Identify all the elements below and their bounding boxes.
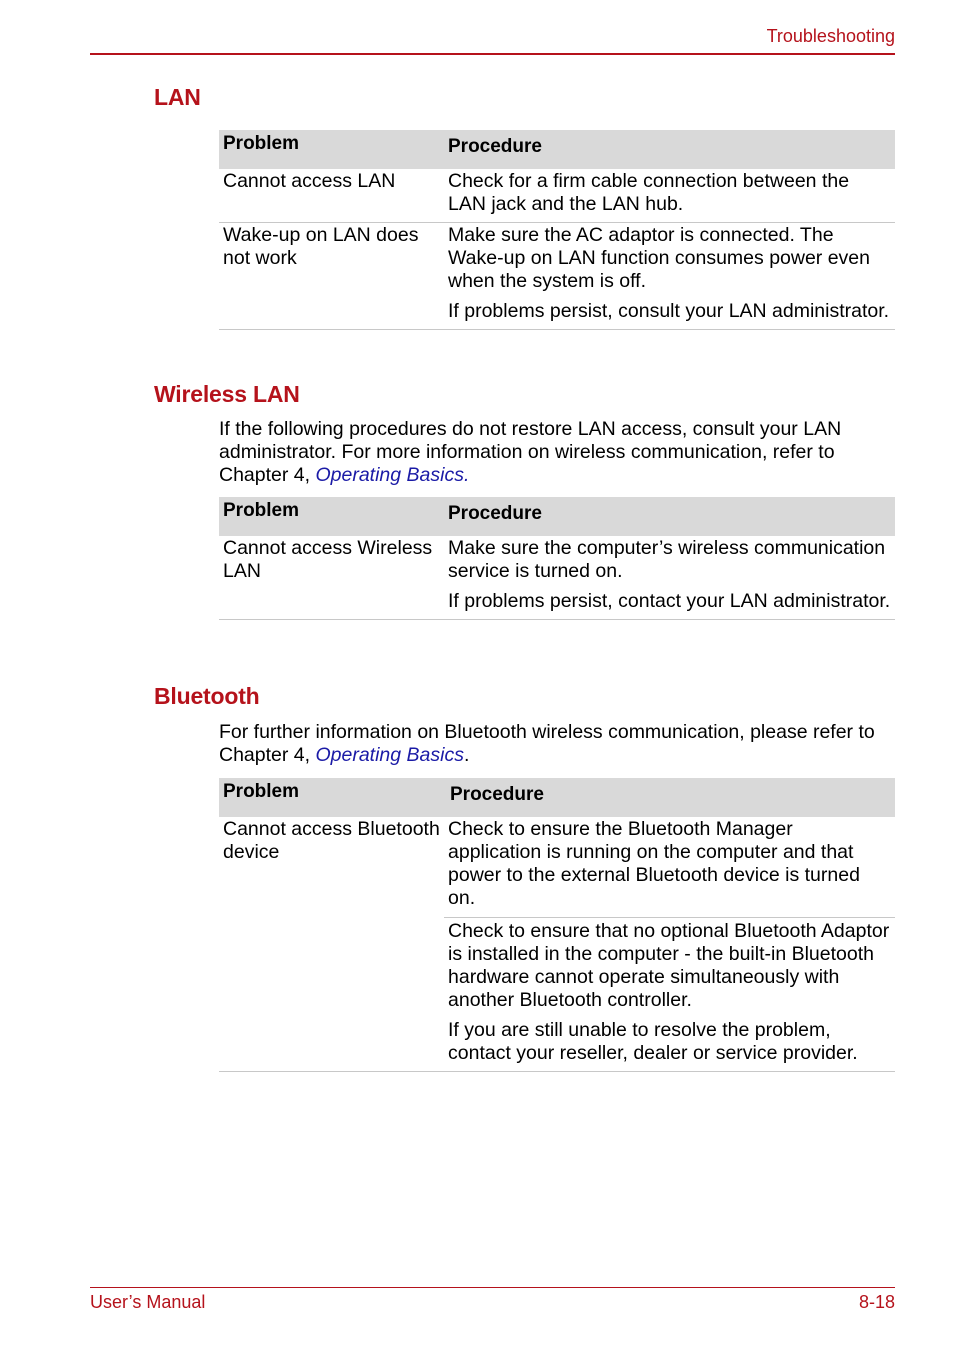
section-title-bluetooth: Bluetooth bbox=[154, 683, 260, 709]
procedure-text: Check to ensure the Bluetooth Manager application is running on the computer and that power to the external Bluetooth device is turned on. bbox=[444, 817, 895, 918]
table-header-row bbox=[219, 778, 895, 817]
procedure-text: If you are still unable to resolve the problem, contact your reseller, dealer or service provider. bbox=[448, 1019, 858, 1064]
section-title-wireless-lan: Wireless LAN bbox=[154, 381, 300, 407]
intro-text: For further information on Bluetooth wireless communication, please refer to Chapter 4, bbox=[219, 721, 875, 766]
wireless-intro bbox=[219, 418, 899, 487]
footer-rule bbox=[90, 1287, 895, 1288]
table-row bbox=[219, 817, 895, 1072]
intro-end: . bbox=[463, 744, 470, 766]
problem-cell: Cannot access Bluetooth device bbox=[223, 818, 440, 863]
problem-cell: Wake-up on LAN does not work bbox=[223, 224, 419, 269]
column-header-problem: Problem bbox=[219, 778, 444, 817]
column-header-problem: Problem bbox=[219, 497, 444, 536]
operating-basics-link[interactable]: Operating Basics bbox=[315, 744, 464, 766]
bluetooth-intro bbox=[219, 721, 899, 767]
column-header-procedure: Procedure bbox=[444, 130, 895, 169]
column-header-problem: Problem bbox=[219, 130, 444, 169]
table-header-row bbox=[219, 130, 895, 169]
table-header-row bbox=[219, 497, 895, 536]
procedure-cell bbox=[444, 817, 895, 1072]
header-rule bbox=[90, 53, 895, 55]
procedure-group bbox=[444, 918, 895, 1071]
lan-table bbox=[219, 130, 895, 330]
procedure-text: Make sure the computer’s wireless communication service is turned on. bbox=[448, 537, 886, 582]
procedure-cell bbox=[444, 169, 895, 223]
wireless-lan-table bbox=[219, 497, 895, 620]
column-header-procedure: Procedure bbox=[444, 497, 895, 536]
procedure-cell bbox=[444, 223, 895, 330]
procedure-text: Make sure the AC adaptor is connected. The Wake-up on LAN function consumes power even when the system is off. bbox=[448, 224, 871, 292]
procedure-cell bbox=[444, 536, 895, 620]
table-row bbox=[219, 536, 895, 620]
operating-basics-link[interactable]: Operating Basics. bbox=[315, 464, 470, 486]
procedure-text: If problems persist, contact your LAN administrator. bbox=[448, 590, 891, 612]
procedure-text: Check for a firm cable connection between the LAN jack and the LAN hub. bbox=[448, 170, 850, 215]
problem-cell: Cannot access Wireless LAN bbox=[223, 537, 433, 582]
footer-manual-name: User’s Manual bbox=[90, 1292, 206, 1312]
procedure-text: Check to ensure that no optional Bluetooth Adaptor is installed in the computer - the built-in Bluetooth hardware cannot operate simultaneously with another Bluetooth controller. bbox=[448, 920, 890, 1011]
table-row bbox=[219, 223, 895, 330]
section-title-lan: LAN bbox=[154, 84, 201, 110]
problem-cell: Cannot access LAN bbox=[223, 170, 396, 192]
footer-page-number: 8-18 bbox=[858, 1292, 895, 1312]
intro-text: If the following procedures do not restore LAN access, consult your LAN administrator. For more information on wireless communication, refer to Chapter 4, bbox=[219, 418, 842, 486]
table-row bbox=[219, 169, 895, 223]
column-header-procedure: Procedure bbox=[444, 778, 895, 817]
procedure-text: If problems persist, consult your LAN administrator. bbox=[448, 300, 890, 322]
bluetooth-table bbox=[219, 778, 895, 1072]
running-header: Troubleshooting bbox=[766, 26, 895, 46]
